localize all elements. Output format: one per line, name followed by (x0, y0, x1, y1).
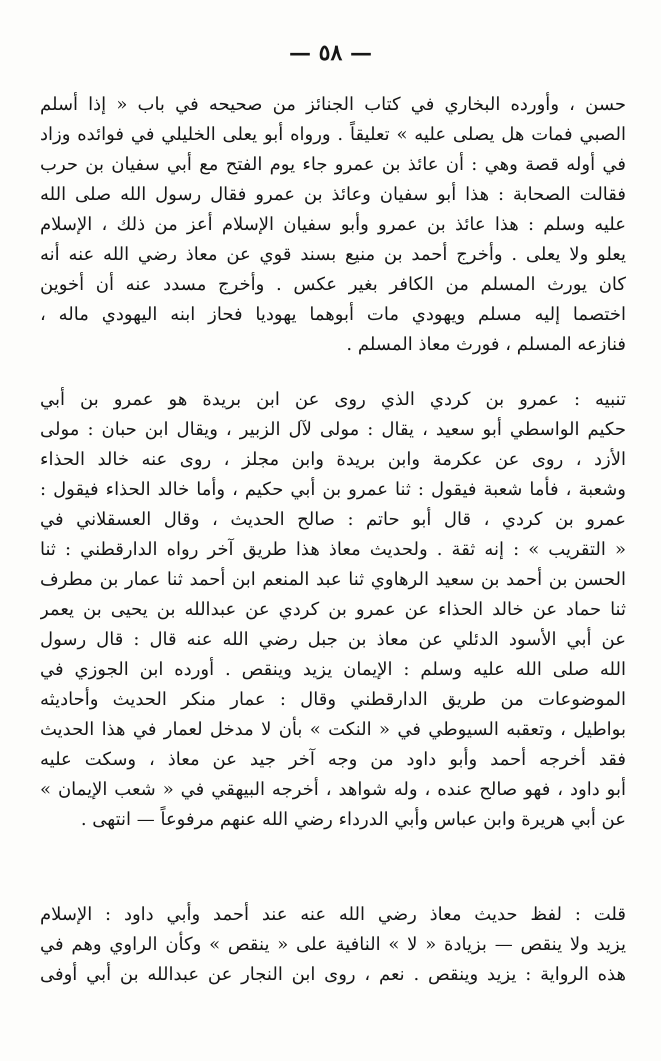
text-line: وشعبة ، فأما شعبة فيقول : ثنا عمرو بن أبي حكيم ، وأما خالد الحذاء فيقول : (40, 479, 626, 500)
page-number: — ٥٨ — (289, 40, 372, 66)
text-line: فقد أخرجه أحمد وأبو داود من وجه آخر جيد عن معاذ ، وسكت عليه (40, 749, 626, 770)
text-line: في أوله قصة وهي : أن عائذ بن عمرو جاء يوم الفتح مع أبي سفيان بن حرب (40, 154, 626, 175)
text-line: عن أبي الأسود الدئلي عن معاذ بن جبل رضي الله عنه قال : قال رسول (40, 629, 626, 650)
text-line: كان يورث المسلم من الكافر بغير عكس . وأخرج مسدد عنه أن أخوين (40, 274, 626, 295)
text-line: يعلو ولا يعلى . وأخرج أحمد بن منيع بسند قوي عن معاذ رضي الله عنه أنه (40, 244, 626, 265)
text-line: الصبي فمات هل يصلى عليه » تعليقاً . ورواه أبو يعلى الخليلي في فوائده وزاد (40, 124, 626, 145)
text-line: أبو داود ، فهو صالح عنده ، وله شواهد ، أخرجه البيهقي في « شعب الإيمان » (40, 779, 626, 800)
text-line: فنازعه المسلم ، فورث معاذ المسلم . (346, 334, 626, 355)
text-line: هذه الرواية : يزيد وينقص . نعم ، روى ابن النجار عن عبدالله بن أبي أوفى (40, 964, 626, 985)
paragraph-tanbih-note (40, 385, 626, 835)
text-line: عن أبي هريرة وابن عباس وأبي الدرداء رضي الله عنهم مرفوعاً — انتهى . (80, 809, 626, 830)
text-line: قلت : لفظ حديث معاذ رضي الله عنه عند أحمد وأبي داود : الإسلام (40, 904, 626, 925)
text-line: تنبيه : عمرو بن كردي الذي روى عن ابن بريدة هو عمرو بن أبي (40, 389, 626, 410)
text-line: ثنا حماد عن خالد الحذاء عن عمرو بن كردي عن عبدالله بن يحيى بن يعمر (40, 599, 626, 620)
text-line: بواطيل ، وتعقبه السيوطي في « النكت » بأن لا مدخل لعمار في هذا الحديث (40, 719, 626, 740)
text-line: « التقريب » : إنه ثقة . ولحديث معاذ هذا طريق آخر رواه الدارقطني : ثنا (40, 539, 626, 560)
text-line: عمرو بن كردي ، قال أبو حاتم : صالح الحديث ، وقال العسقلاني في (40, 509, 626, 530)
paragraph-qultu-remark (40, 900, 626, 990)
text-line: عليه وسلم : هذا عائذ بن عمرو وأبو سفيان الإسلام أعز من ذلك ، الإسلام (40, 214, 626, 235)
text-line: يزيد ولا ينقص — بزيادة « لا » النافية على « ينقص » وكأن الراوي وهم في (40, 934, 626, 955)
text-line: فقالت الصحابة : هذا أبو سفيان وعائذ بن عمرو فقال رسول الله صلى الله (40, 184, 626, 205)
text-line: حسن ، وأورده البخاري في كتاب الجنائز من صحيحه في باب « إذا أسلم (40, 94, 626, 115)
text-line: الموضوعات من طريق الدارقطني وقال : عمار منكر الحديث وأحاديثه (40, 689, 626, 710)
text-line: الحسن بن أحمد بن سعيد الرهاوي ثنا عبد المنعم ابن أحمد ثنا عمار بن مطرف (40, 569, 626, 590)
paragraph-hadith-commentary (40, 90, 626, 360)
text-line: اختصما إليه مسلم ويهودي مات أبوهما يهوديا فحاز ابنه اليهودي ماله ، (40, 304, 626, 325)
text-line: الله صلى الله عليه وسلم : الإيمان يزيد وينقص . أورده ابن الجوزي في (40, 659, 626, 680)
text-line: الأزد ، روى عن عكرمة وابن بريدة وابن مجلز ، روى عنه خالد الحذاء (40, 449, 626, 470)
text-line: حكيم الواسطي أبو سعيد ، يقال : مولى لآل الزبير ، ويقال ابن حبان : مولى (40, 419, 626, 440)
